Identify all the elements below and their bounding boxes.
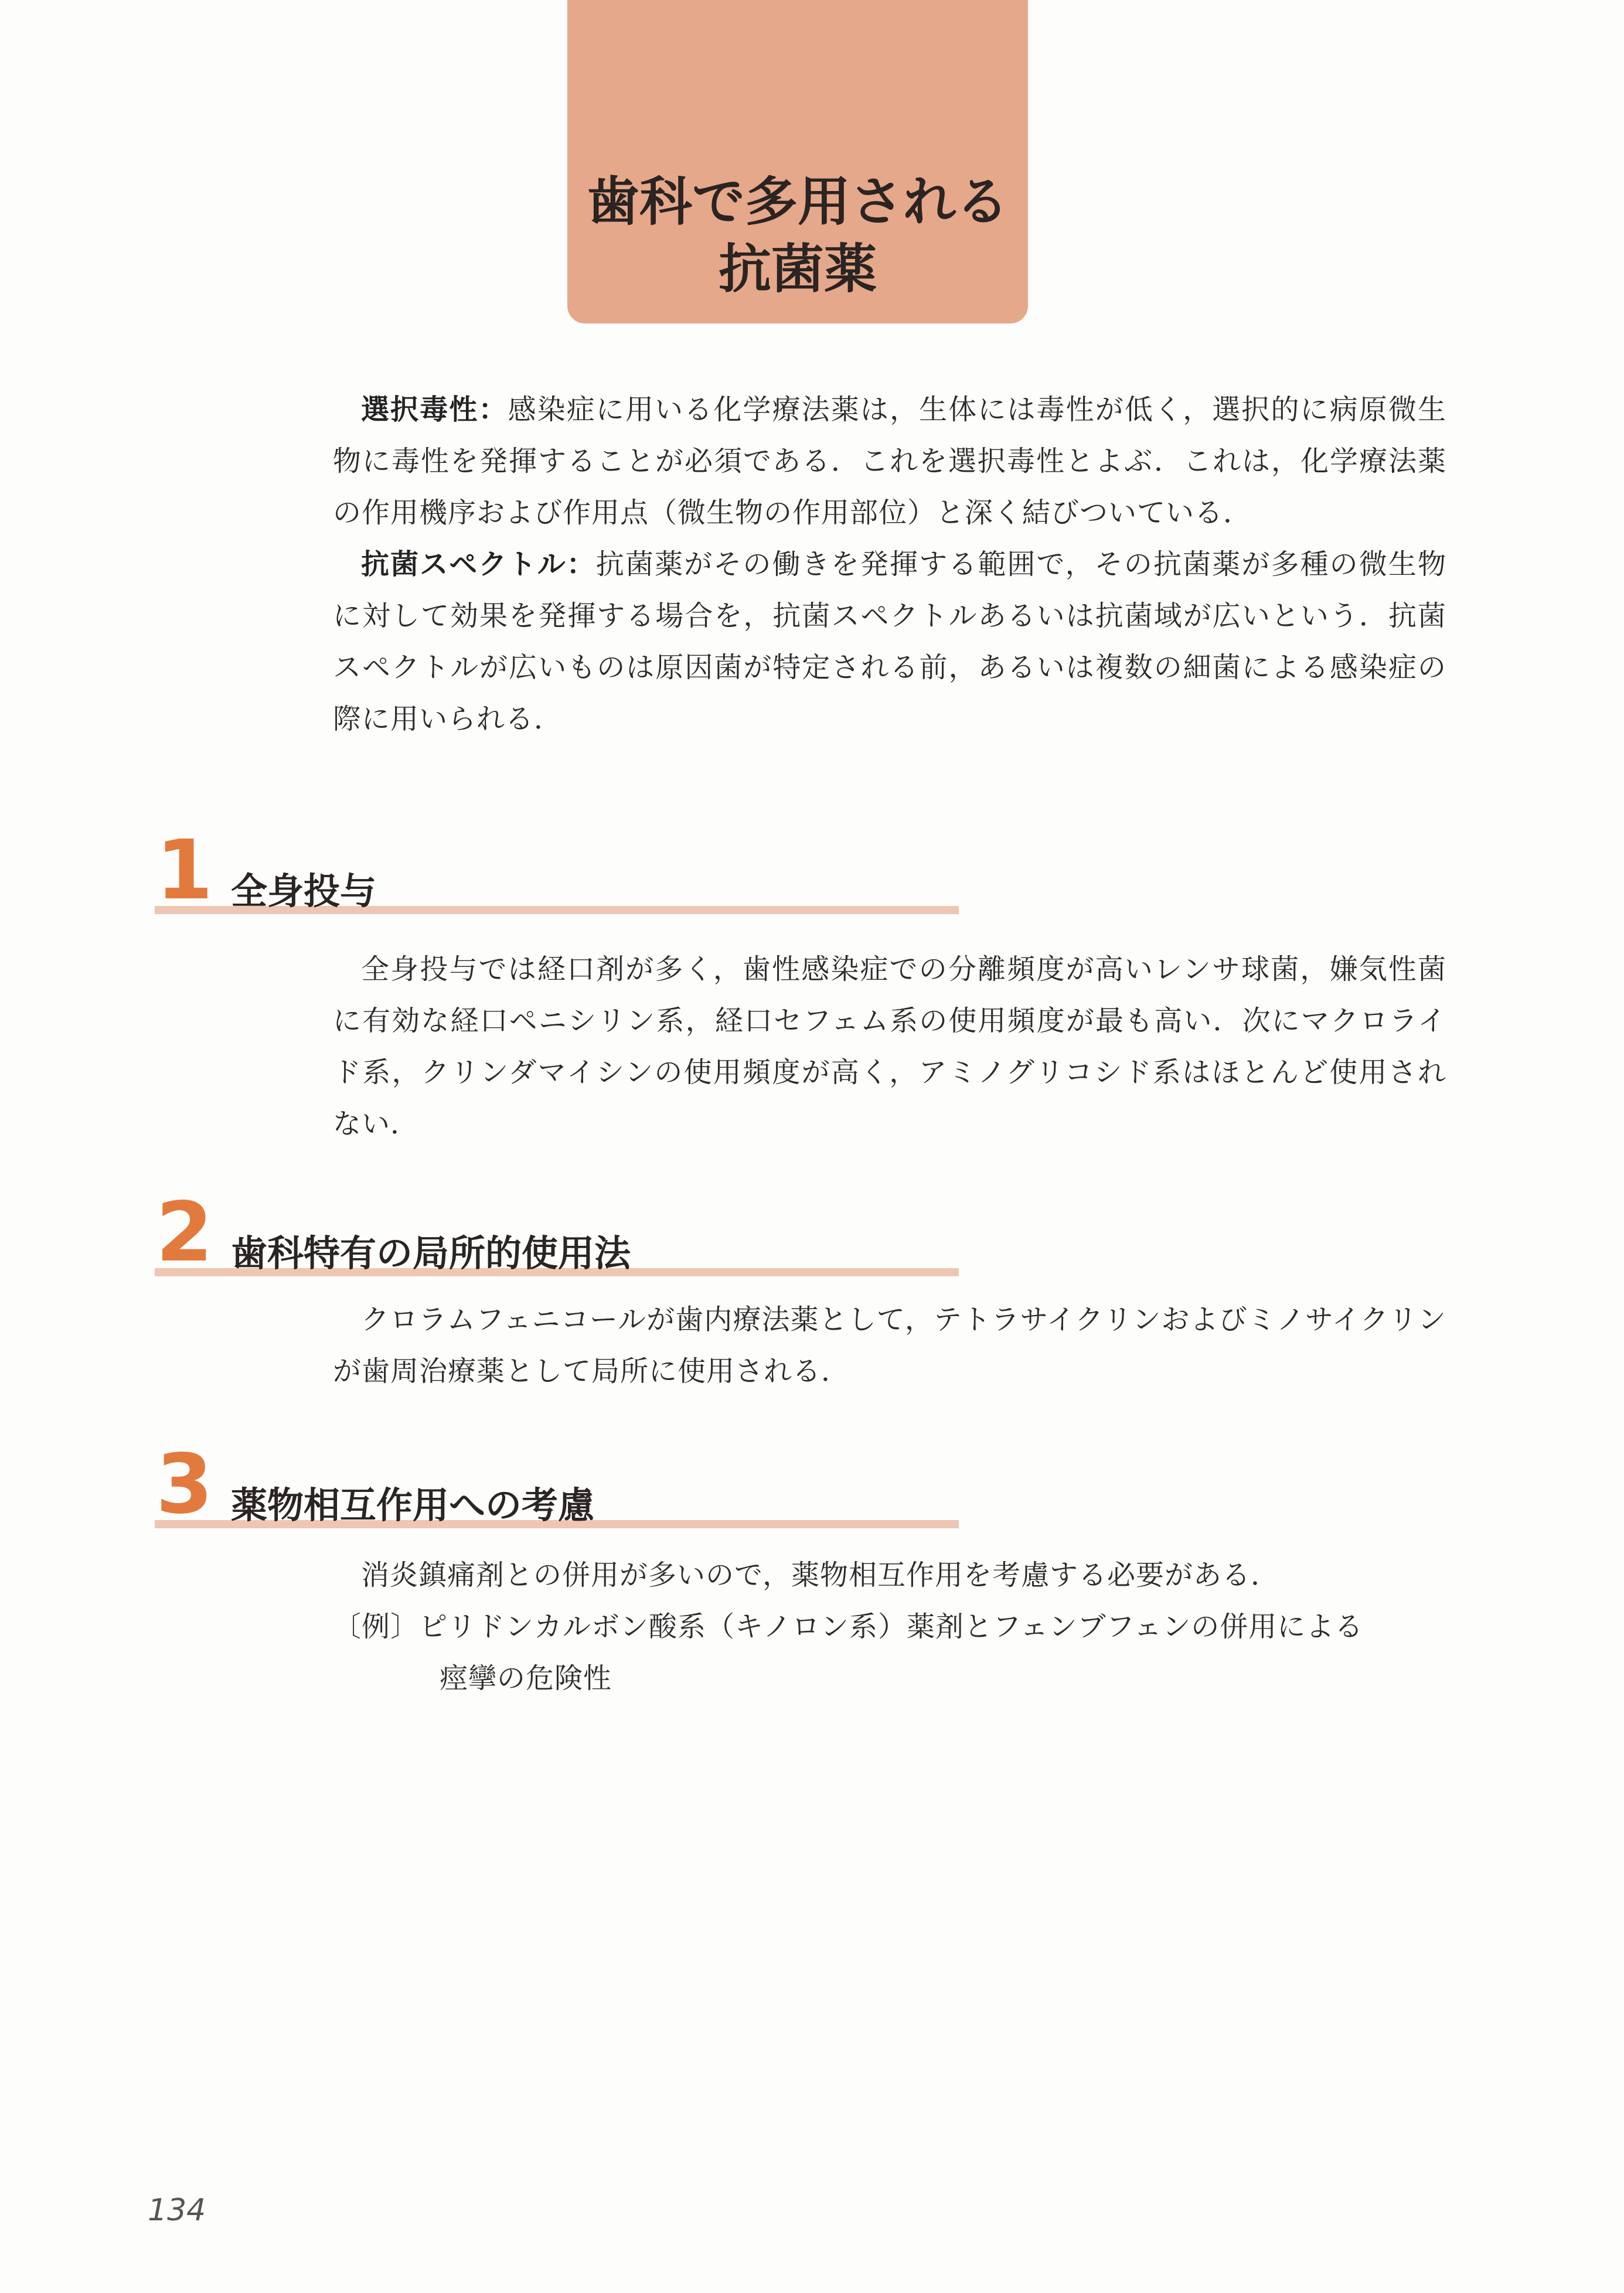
section-heading-2 [155, 1185, 959, 1280]
section-title: 薬物相互作用への考慮 [231, 1484, 595, 1527]
title-box [567, 0, 1028, 323]
term-selective-toxicity: 選択毒性： [361, 393, 508, 426]
section-title: 全身投与 [231, 870, 377, 912]
intro-text-2: 抗菌薬がその働きを発揮する範囲で，その抗菌薬が多種の微生物に対して効果を発揮する場合を，抗菌スペクトルあるいは抗菌域が広いという．抗菌スペクトルが広いものは原因菌が特定される前，あるいは複数の細菌による感染症の際に用いられる． [333, 548, 1446, 735]
section-number: 3 [156, 1437, 213, 1532]
section-heading-3 [155, 1437, 959, 1532]
section-1-text: 全身投与では経口剤が多く，歯性感染症での分離頻度が高いレンサ球菌，嫌気性菌に有効な経口ペニシリン系，経口セフェム系の使用頻度が最も高い．次にマクロライド系，クリンダマイシンの使用頻度が高く，アミノグリコシド系はほとんど使用されない． [333, 953, 1446, 1140]
section-3-text: 消炎鎮痛剤との併用が多いので，薬物相互作用を考慮する必要がある． [361, 1559, 1280, 1592]
section-number: 1 [156, 823, 213, 918]
section-heading-1 [155, 823, 959, 918]
page-title-line2: 抗菌薬 [719, 239, 877, 300]
section-number: 2 [156, 1185, 213, 1280]
example-continuation: 痙攣の危険性 [440, 1662, 612, 1695]
section-title: 歯科特有の局所的使用法 [231, 1232, 631, 1275]
intro-paragraph-spectrum [333, 539, 1446, 745]
page-number: 134 [148, 2193, 206, 2228]
example-label: 〔例〕 [333, 1610, 420, 1643]
page-title-line1: 歯科で多用される [587, 171, 1009, 233]
intro-paragraph-selective-toxicity [333, 384, 1446, 539]
section-2-text: クロラムフェニコールが歯内療法薬として，テトラサイクリンおよびミノサイクリンが歯周治療薬として局所に使用される． [333, 1303, 1446, 1388]
intro-text-1: 感染症に用いる化学療法薬は，生体には毒性が低く，選択的に病原微生物に毒性を発揮することが必須である．これを選択毒性とよぶ．これは，化学療法薬の作用機序および作用点（微生物の作用部位）と深く結びついている． [333, 393, 1446, 529]
term-antibacterial-spectrum: 抗菌スペクトル： [361, 548, 596, 581]
example-text-1: ピリドンカルボン酸系（キノロン系）薬剤とフェンブフェンの併用による [419, 1610, 1364, 1643]
example-line [333, 1601, 1446, 1653]
